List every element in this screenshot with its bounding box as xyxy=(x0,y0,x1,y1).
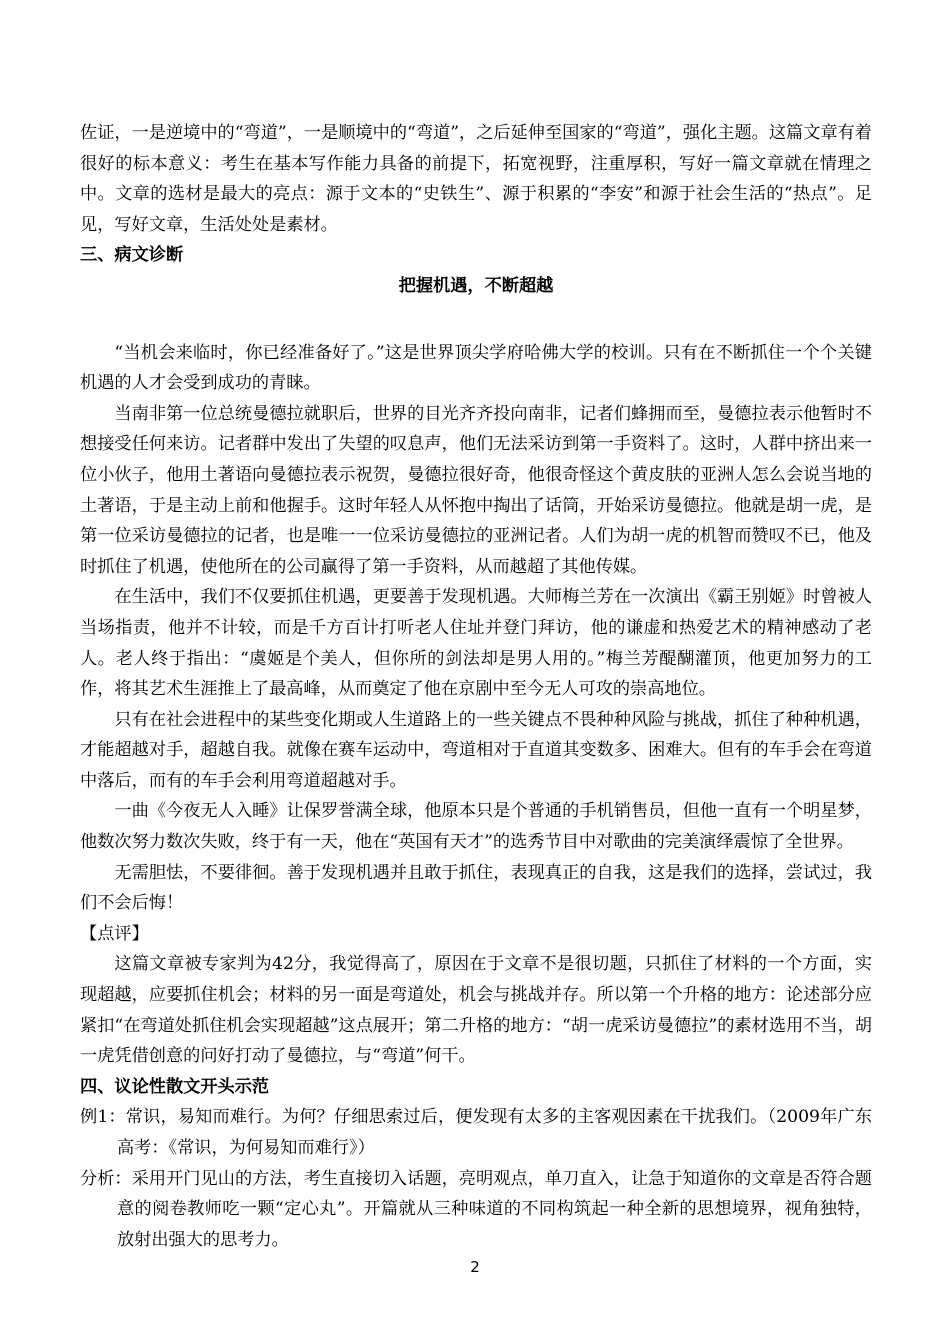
comment-label: 【点评】 xyxy=(80,923,149,944)
essay-paragraph-1: “当机会来临时，你已经准备好了。”这是世界顶尖学府哈佛大学的校训。只有在不断抓住一个个关键机遇的人才会受到成功的青睐。 xyxy=(80,342,872,394)
paragraph-intro: 佐证，一是逆境中的“弯道”，一是顺境中的“弯道”，之后延伸至国家的“弯道”，强化主题。这篇文章有着很好的标本意义：考生在基本写作能力具备的前提下，拓宽视野，注重厚积，写好一篇文章就在情理之中。文章的选材是最大的亮点：源于文本的“史铁生”、源于积累的“李安”和源于社会生活的“热点”。足见，写好文章，生活处处是素材。 xyxy=(80,123,872,235)
essay-paragraph-6: 无需胆怯，不要徘徊。善于发现机遇并且敢于抓住，表现真正的自我，这是我们的选择，尝试过，我们不会后悔！ xyxy=(80,862,872,914)
essay-paragraph-3: 在生活中，我们不仅要抓住机遇，更要善于发现机遇。大师梅兰芳在一次演出《霸王别姬》时曾被人当场指责，他并不计较，而是千方百计打听老人住址并登门拜访，他的谦虚和热爱艺术的精神感动了老人。老人终于指出：“虞姬是个美人，但你所的剑法却是男人用的。”梅兰芳醍醐灌顶，他更加努力的工作，将其艺术生涯推上了最高峰，从而奠定了他在京剧中至今无人可攻的崇高地位。 xyxy=(80,587,872,700)
section-heading-3: 三、病文诊断 xyxy=(80,245,184,266)
section-heading-4: 四、议论性散文开头示范 xyxy=(80,1076,270,1097)
analysis-1: 分析：采用开门见山的方法，考生直接切入话题，亮明观点，单刀直入，让急于知道你的文章是否符合题意的阅卷教师吃一颗“定心丸”。开篇就从三种味道的不同构筑起一种全新的思想境界，视角独特，放射出强大的思考力。 xyxy=(80,1168,872,1250)
page-number: 2 xyxy=(470,1258,480,1276)
essay-paragraph-4: 只有在社会进程中的某些变化期或人生道路上的一些关键点不畏种种风险与挑战，抓住了种种机遇，才能超越对手，超越自我。就像在赛车运动中，弯道相对于直道其变数多、困难大。但有的车手会在弯道中落后，而有的车手会利用弯道超越对手。 xyxy=(80,709,872,791)
comment-paragraph: 这篇文章被专家判为42分，我觉得高了，原因在于文章不是很切题，只抓住了材料的一个方面，实现超越，应要抓住机会；材料的另一面是弯道处，机会与挑战并存。所以第一个升格的地方：论述部分应紧扣“在弯道处抓住机会实现超越”这点展开；第二升格的地方：“胡一虎采访曼德拉”的素材选用不当，胡一虎凭借创意的问好打动了曼德拉，与“弯道”何干。 xyxy=(80,954,872,1067)
document-page xyxy=(80,118,872,1255)
essay-paragraph-5: 一曲《今夜无人入睡》让保罗誉满全球，他原本只是个普通的手机销售员，但他一直有一个明星梦，他数次努力数次失败，终于有一天，他在“英国有天才”的选秀节目中对歌曲的完美演绎震惊了全世界。 xyxy=(80,801,872,853)
essay-title: 把握机遇，不断超越 xyxy=(398,275,554,296)
essay-paragraph-2: 当南非第一位总统曼德拉就职后，世界的目光齐齐投向南非，记者们蜂拥而至，曼德拉表示他暂时不想接受任何来访。记者群中发出了失望的叹息声，他们无法采访到第一手资料了。这时，人群中挤出来一位小伙子，他用土著语向曼德拉表示祝贺，曼德拉很好奇，他很奇怪这个黄皮肤的亚洲人怎么会说当地的土著语，于是主动上前和他握手。这时年轻人从怀抱中掏出了话筒，开始采访曼德拉。他就是胡一虎，是第一位采访曼德拉的记者，也是唯一一位采访曼德拉的亚洲记者。人们为胡一虎的机智而赞叹不已，他及时抓住了机遇，使他所在的公司赢得了第一手资料，从而越超了其他传媒。 xyxy=(80,403,872,577)
example-1: 例1：常识，易知而难行。为何？仔细思索过后，便发现有太多的主客观因素在干扰我们。（2009年广东高考：《常识，为何易知而难行》） xyxy=(80,1107,872,1158)
